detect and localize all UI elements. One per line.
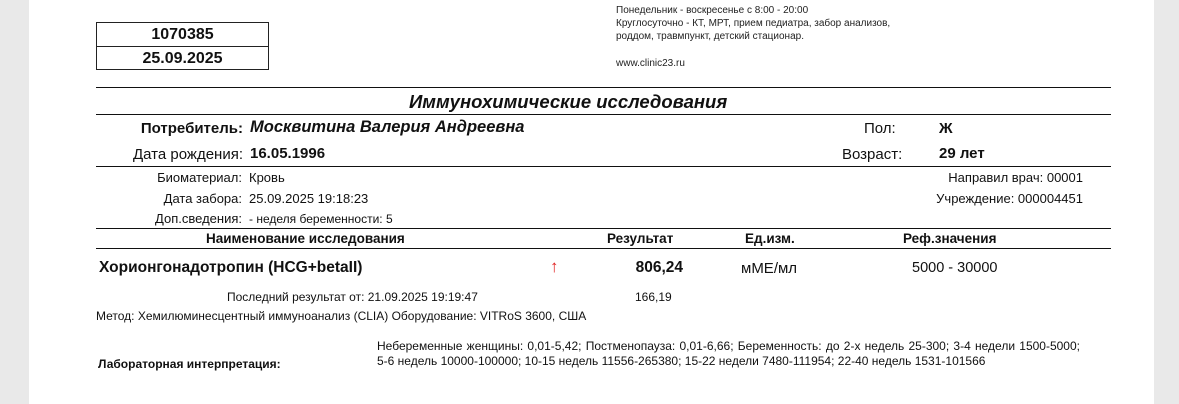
divider-patient [96, 166, 1111, 167]
divider-table-header [96, 248, 1111, 249]
patient-name: Москвитина Валерия Андреевна [250, 118, 525, 136]
method-info: Метод: Хемилюминесцентный иммуноанализ (CLIA) Оборудование: VITRoS 3600, США [96, 309, 587, 323]
collection-date-value: 25.09.2025 19:18:23 [249, 191, 369, 206]
sex-label: Пол: [864, 120, 896, 137]
collection-date-label: Дата забора: [163, 191, 242, 206]
column-header-name: Наименование исследования [206, 231, 405, 246]
divider-top [96, 87, 1111, 88]
clinic-services-2: роддом, травмпункт, детский стационар. [616, 31, 804, 42]
order-number: 1070385 [151, 26, 214, 43]
test-reference: 5000 - 30000 [912, 260, 998, 276]
order-id-box [96, 22, 269, 70]
birth-date-value: 16.05.1996 [250, 145, 326, 162]
divider-title [96, 114, 1111, 115]
clinic-info [616, 4, 890, 43]
extra-info-label: Доп.сведения: [155, 211, 242, 226]
previous-result-label: Последний результат от: 21.09.2025 19:19:47 [227, 290, 478, 304]
order-date: 25.09.2025 [97, 46, 268, 70]
clinic-website[interactable]: www.clinic23.ru [616, 58, 685, 69]
divider-sample [96, 228, 1111, 229]
interpretation-label: Лабораторная интерпретация: [98, 357, 281, 371]
test-unit: мМЕ/мл [741, 260, 798, 277]
report-sheet [29, 0, 1154, 404]
consumer-label: Потребитель: [140, 120, 243, 137]
column-header-result: Результат [607, 231, 674, 246]
sex-value: Ж [939, 120, 953, 137]
column-header-reference: Реф.значения [903, 231, 997, 246]
referring-doctor: Направил врач: 00001 [948, 170, 1083, 185]
column-header-unit: Ед.изм. [745, 231, 795, 246]
age-value: 29 лет [939, 145, 985, 162]
arrow-up-icon: ↑ [550, 257, 559, 276]
test-name: Хорионгонадотропин (HCG+betaII) [99, 259, 363, 276]
clinic-services-1: Круглосуточно - КТ, МРТ, прием педиатра, забор анализов, [616, 18, 891, 29]
test-result: 806,24 [635, 259, 683, 276]
biomaterial-value: Кровь [249, 170, 285, 185]
birth-date-label: Дата рождения: [133, 146, 243, 163]
age-label: Возраст: [842, 146, 903, 163]
institution: Учреждение: 000004451 [936, 191, 1083, 206]
biomaterial-label: Биоматериал: [157, 170, 242, 185]
extra-info-value: - неделя беременности: 5 [249, 212, 393, 226]
interpretation-text: Небеременные женщины: 0,01-5,42; Постменопауза: 0,01-6,66; Беременность: до 2-х недель 25-300; 3-4 недели 1500-5000; 5-6 недель 10000-100000; 10-15 недель 11556-265380; 15-22 недели 7480-111954; 22-40 недель 1531-101566 [377, 339, 1080, 368]
previous-result-value: 166,19 [635, 290, 672, 304]
section-title: Иммунохимические исследования [409, 91, 728, 112]
clinic-hours: Понедельник - воскресенье с 8:00 - 20:00 [616, 5, 809, 16]
